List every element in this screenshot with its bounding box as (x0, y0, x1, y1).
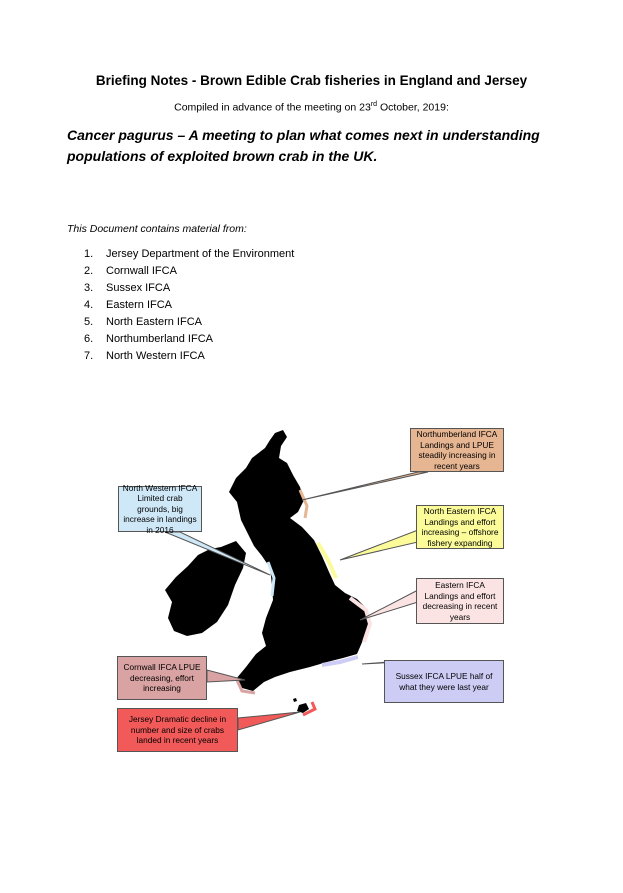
great-britain-landmass (229, 430, 369, 691)
north-western-callout (118, 482, 202, 535)
document-heading: Cancer pagurus – A meeting to plan what comes next in understanding populations of exploited brown crab in the UK. (67, 127, 540, 164)
subtitle-ordinal: rd (370, 101, 378, 108)
source-number: 4. (84, 299, 94, 311)
jersey-callout-pointer (238, 712, 300, 730)
ireland-landmass (165, 541, 246, 636)
source-number: 1. (84, 248, 94, 260)
northumberland-callout (410, 428, 504, 472)
source-number: 5. (84, 316, 94, 328)
north-eastern-callout-text: North Eastern IFCA Landings and effort increasing – offshore fishery expanding (421, 506, 499, 548)
cornwall-callout-text: Cornwall IFCA LPUE decreasing, effort increasing (123, 662, 201, 694)
jersey-callout (117, 708, 238, 752)
document-title: Briefing Notes - Brown Edible Crab fisheries in England and Jersey (95, 73, 528, 88)
subtitle-prefix: Compiled in advance of the meeting on 23 (174, 101, 371, 114)
jersey-callout-text: Jersey Dramatic decline in number and size of crabs landed in recent years (128, 714, 227, 746)
eastern-callout-pointer (360, 590, 418, 620)
northumberland-callout-pointer (302, 472, 428, 500)
source-label: Eastern IFCA (106, 299, 173, 311)
source-label: North Western IFCA (106, 350, 205, 362)
north-eastern-callout (416, 505, 504, 549)
sources-intro: This Document contains material from: (67, 223, 247, 235)
sussex-callout (384, 660, 504, 703)
source-label: Jersey Department of the Environment (106, 248, 295, 260)
source-number: 3. (84, 282, 94, 294)
subtitle-suffix: October, 2019: (377, 101, 449, 114)
cornwall-callout (117, 656, 207, 700)
north-eastern-callout-pointer (340, 530, 418, 560)
northumberland-callout-text: Northumberland IFCA Landings and LPUE steadily increasing in recent years (416, 429, 498, 471)
source-label: Cornwall IFCA (106, 265, 177, 277)
source-number: 7. (84, 350, 94, 362)
eastern-callout (416, 578, 504, 624)
source-label: North Eastern IFCA (106, 316, 202, 328)
source-number: 6. (84, 333, 94, 345)
source-label: Sussex IFCA (106, 282, 171, 294)
guernsey-island (293, 698, 297, 702)
north-western-callout-text: North Western IFCA Limited crab grounds, big increase in landings in 2016 (122, 482, 198, 535)
source-label: Northumberland IFCA (106, 333, 213, 345)
eastern-callout-text: Eastern IFCA Landings and effort decreasing in recent years (422, 580, 498, 622)
source-number: 2. (84, 265, 94, 277)
sussex-callout-text: Sussex IFCA LPUE half of what they were last year (395, 671, 493, 692)
